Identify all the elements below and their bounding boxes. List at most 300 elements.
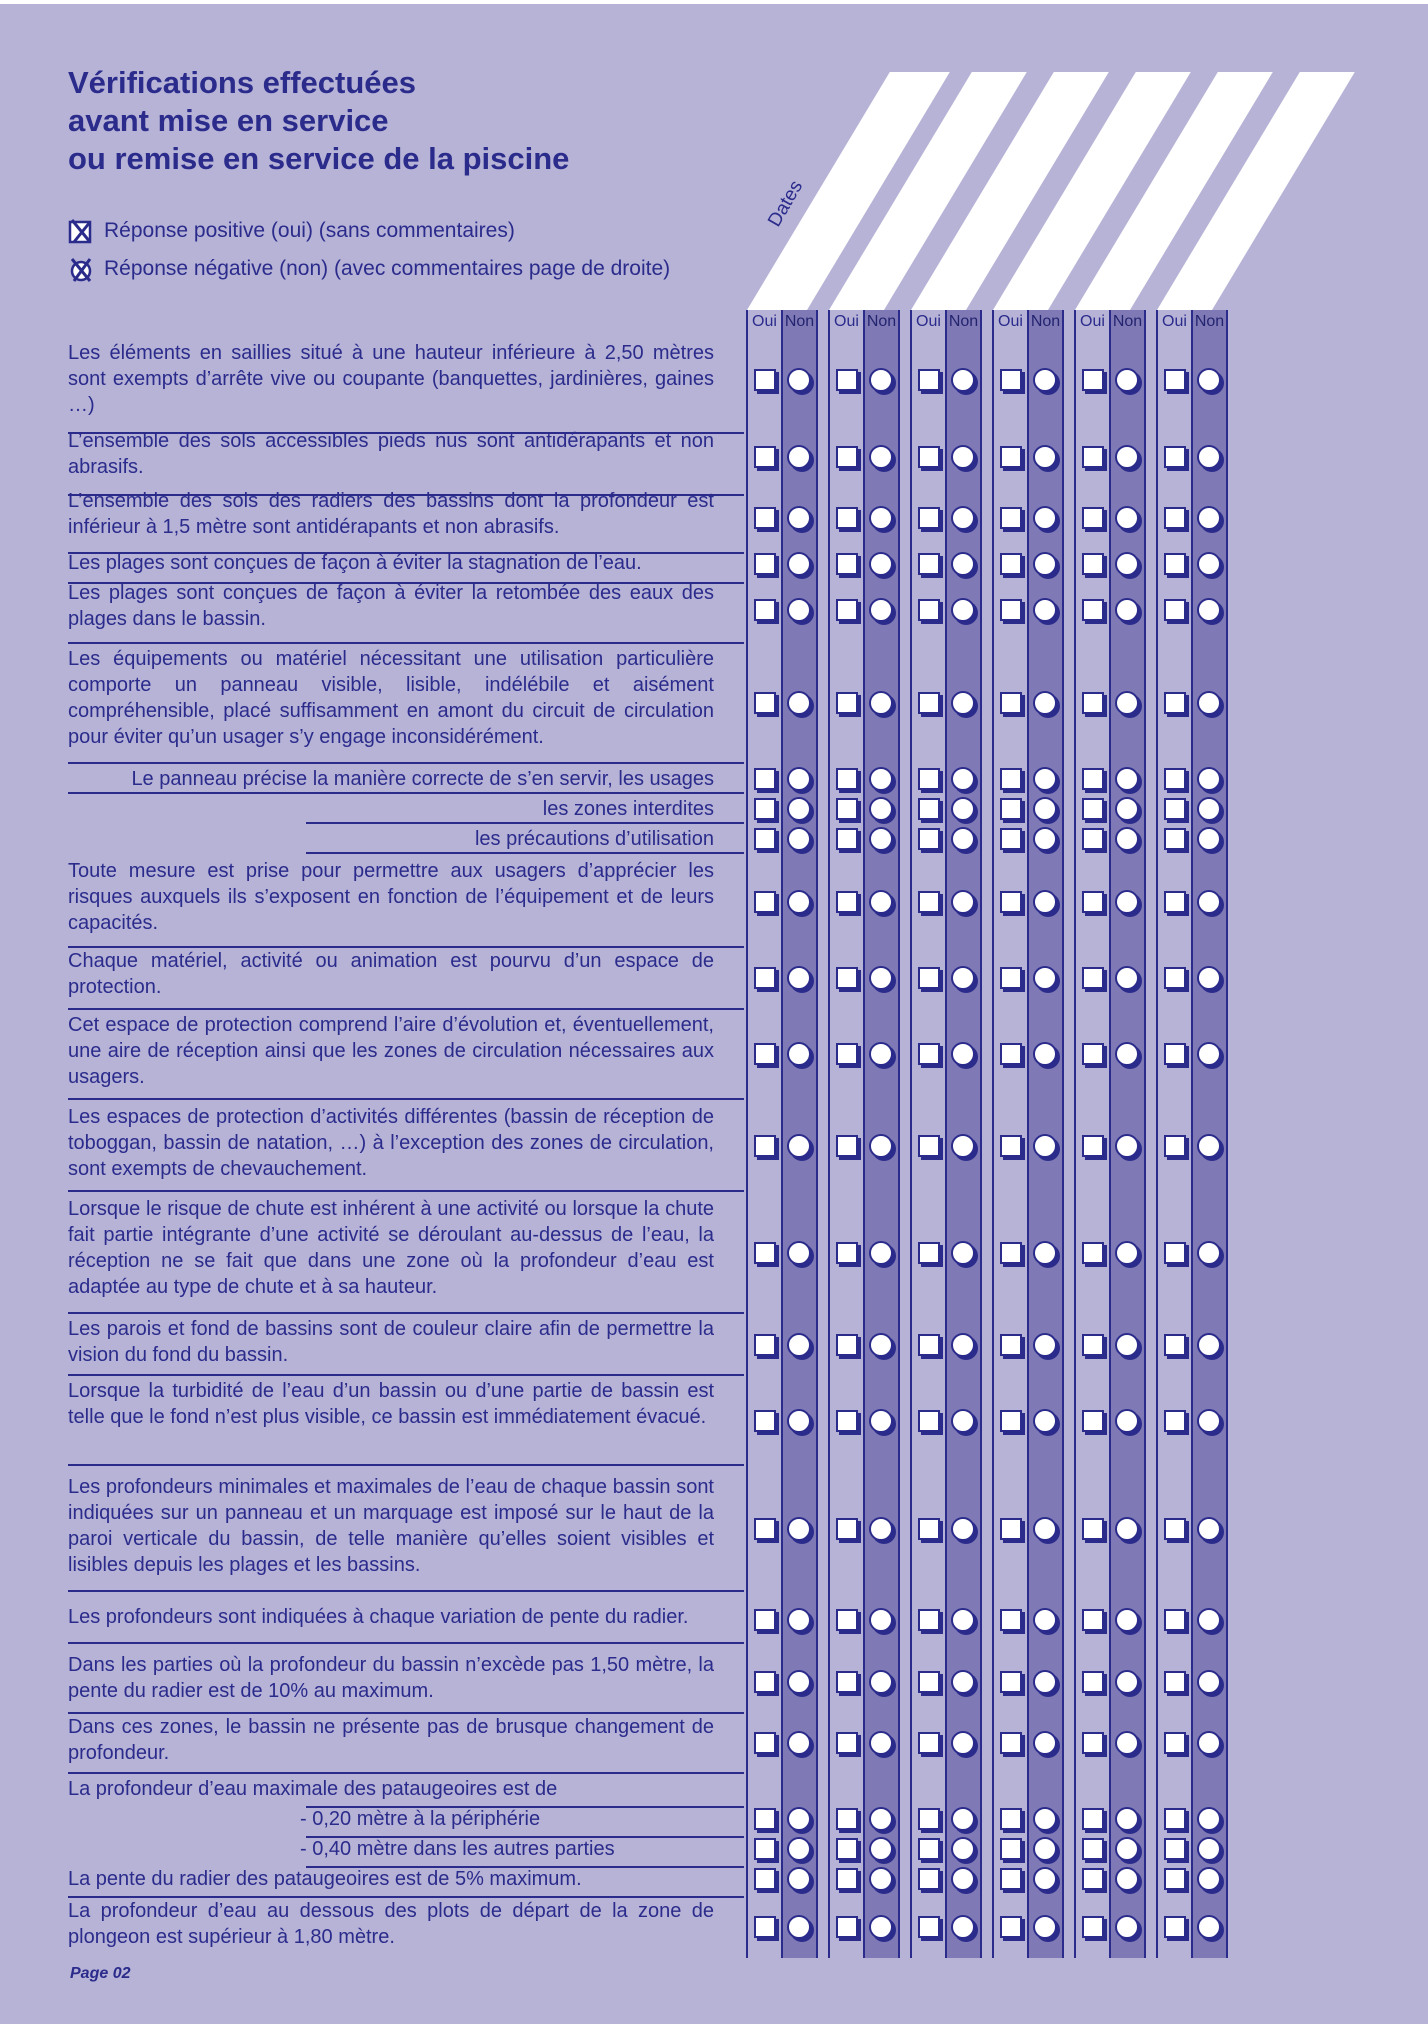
non-radio[interactable] [1115, 1867, 1139, 1891]
non-radio[interactable] [1115, 1807, 1139, 1831]
non-radio[interactable] [1033, 1915, 1057, 1939]
oui-checkbox[interactable] [1164, 599, 1186, 621]
oui-checkbox[interactable] [1000, 1410, 1022, 1432]
oui-checkbox[interactable] [836, 692, 858, 714]
oui-checkbox[interactable] [1164, 967, 1186, 989]
oui-checkbox[interactable] [918, 1838, 940, 1860]
non-radio[interactable] [1197, 445, 1221, 469]
oui-checkbox[interactable] [1164, 1868, 1186, 1890]
oui-checkbox[interactable] [1000, 1916, 1022, 1938]
oui-checkbox[interactable] [1000, 828, 1022, 850]
non-radio[interactable] [1197, 691, 1221, 715]
non-radio[interactable] [951, 1670, 975, 1694]
non-radio[interactable] [787, 797, 811, 821]
oui-checkbox[interactable] [1164, 1334, 1186, 1356]
column-rule [1027, 310, 1029, 1958]
non-radio[interactable] [1033, 1670, 1057, 1694]
oui-checkbox[interactable] [1082, 1242, 1104, 1264]
oui-checkbox[interactable] [754, 1808, 776, 1830]
non-radio[interactable] [1033, 1409, 1057, 1433]
question-text: La profondeur d’eau maximale des pataugeoires est de [68, 1778, 558, 1800]
non-radio[interactable] [1197, 1837, 1221, 1861]
non-radio[interactable] [1197, 1915, 1221, 1939]
non-radio[interactable] [1033, 691, 1057, 715]
oui-checkbox[interactable] [918, 828, 940, 850]
oui-checkbox[interactable] [918, 967, 940, 989]
oui-checkbox[interactable] [836, 553, 858, 575]
non-radio[interactable] [1115, 1042, 1139, 1066]
non-radio[interactable] [1197, 827, 1221, 851]
oui-checkbox[interactable] [754, 1868, 776, 1890]
oui-checkbox[interactable] [1082, 1732, 1104, 1754]
non-radio[interactable] [1115, 1731, 1139, 1755]
oui-checkbox[interactable] [1082, 798, 1104, 820]
oui-column-header: Oui [1162, 313, 1187, 330]
oui-checkbox[interactable] [1082, 967, 1104, 989]
oui-checkbox[interactable] [754, 828, 776, 850]
oui-checkbox[interactable] [1000, 798, 1022, 820]
oui-checkbox[interactable] [836, 1838, 858, 1860]
oui-checkbox[interactable] [754, 507, 776, 529]
non-radio[interactable] [951, 1867, 975, 1891]
oui-checkbox[interactable] [1164, 692, 1186, 714]
oui-checkbox[interactable] [836, 369, 858, 391]
oui-checkbox[interactable] [754, 1838, 776, 1860]
oui-checkbox[interactable] [1164, 1838, 1186, 1860]
non-radio[interactable] [1115, 691, 1139, 715]
oui-checkbox[interactable] [1082, 507, 1104, 529]
non-radio[interactable] [787, 1731, 811, 1755]
oui-checkbox[interactable] [918, 798, 940, 820]
oui-checkbox[interactable] [1082, 828, 1104, 850]
non-radio[interactable] [1115, 1134, 1139, 1158]
non-radio[interactable] [787, 890, 811, 914]
oui-checkbox[interactable] [754, 1518, 776, 1540]
oui-checkbox[interactable] [1164, 1609, 1186, 1631]
oui-checkbox[interactable] [836, 507, 858, 529]
oui-checkbox[interactable] [1000, 1518, 1022, 1540]
non-radio[interactable] [869, 797, 893, 821]
oui-checkbox[interactable] [1164, 1671, 1186, 1693]
oui-checkbox[interactable] [918, 1916, 940, 1938]
oui-checkbox[interactable] [1000, 1043, 1022, 1065]
non-radio[interactable] [951, 506, 975, 530]
oui-checkbox[interactable] [918, 1732, 940, 1754]
non-radio[interactable] [1115, 1915, 1139, 1939]
oui-checkbox[interactable] [836, 1518, 858, 1540]
non-radio[interactable] [1033, 827, 1057, 851]
non-radio[interactable] [787, 445, 811, 469]
non-radio[interactable] [1115, 1670, 1139, 1694]
question-text: La pente du radier des pataugeoires est de 5% maximum. [68, 1868, 582, 1890]
oui-checkbox[interactable] [1000, 891, 1022, 913]
non-radio[interactable] [1033, 767, 1057, 791]
non-radio[interactable] [787, 827, 811, 851]
non-radio[interactable] [1033, 1241, 1057, 1265]
non-radio[interactable] [787, 598, 811, 622]
non-radio[interactable] [869, 1517, 893, 1541]
oui-checkbox[interactable] [836, 768, 858, 790]
non-radio[interactable] [1033, 1134, 1057, 1158]
non-radio[interactable] [1033, 445, 1057, 469]
non-radio[interactable] [1197, 966, 1221, 990]
non-radio[interactable] [787, 1837, 811, 1861]
dates-header [0, 0, 1428, 320]
oui-checkbox[interactable] [1164, 1808, 1186, 1830]
non-radio[interactable] [787, 1409, 811, 1433]
non-radio[interactable] [787, 1915, 811, 1939]
oui-checkbox[interactable] [1000, 1609, 1022, 1631]
oui-checkbox[interactable] [1000, 369, 1022, 391]
non-radio[interactable] [1033, 1608, 1057, 1632]
non-radio[interactable] [1115, 1837, 1139, 1861]
non-radio[interactable] [869, 1134, 893, 1158]
non-radio[interactable] [1115, 1333, 1139, 1357]
oui-checkbox[interactable] [1164, 798, 1186, 820]
oui-checkbox[interactable] [836, 798, 858, 820]
non-radio[interactable] [951, 1333, 975, 1357]
non-radio[interactable] [869, 827, 893, 851]
non-radio[interactable] [1197, 890, 1221, 914]
oui-checkbox[interactable] [1000, 1671, 1022, 1693]
oui-checkbox[interactable] [836, 1609, 858, 1631]
oui-checkbox[interactable] [754, 1916, 776, 1938]
oui-checkbox[interactable] [1000, 768, 1022, 790]
oui-checkbox[interactable] [754, 1043, 776, 1065]
non-radio[interactable] [1115, 1241, 1139, 1265]
oui-checkbox[interactable] [836, 967, 858, 989]
non-radio[interactable] [951, 552, 975, 576]
oui-checkbox[interactable] [1082, 1135, 1104, 1157]
non-radio[interactable] [1115, 966, 1139, 990]
oui-checkbox[interactable] [754, 967, 776, 989]
oui-checkbox[interactable] [918, 1242, 940, 1264]
oui-checkbox[interactable] [1164, 1135, 1186, 1157]
title-line-2: avant mise en service [68, 103, 389, 138]
non-radio[interactable] [869, 1333, 893, 1357]
non-radio[interactable] [1197, 1042, 1221, 1066]
non-radio[interactable] [787, 552, 811, 576]
oui-checkbox[interactable] [918, 1609, 940, 1631]
non-radio[interactable] [951, 1915, 975, 1939]
oui-checkbox[interactable] [918, 692, 940, 714]
non-radio[interactable] [787, 1608, 811, 1632]
column-rule [1191, 310, 1193, 1958]
non-radio[interactable] [1115, 890, 1139, 914]
oui-checkbox[interactable] [754, 1410, 776, 1432]
oui-checkbox[interactable] [918, 1043, 940, 1065]
non-radio[interactable] [951, 1517, 975, 1541]
oui-checkbox[interactable] [1164, 369, 1186, 391]
oui-checkbox[interactable] [1000, 553, 1022, 575]
oui-checkbox[interactable] [754, 1135, 776, 1157]
oui-checkbox[interactable] [1082, 1838, 1104, 1860]
non-column-header: Non [782, 310, 817, 334]
oui-checkbox[interactable] [918, 1808, 940, 1830]
non-radio[interactable] [1197, 1241, 1221, 1265]
non-radio[interactable] [951, 966, 975, 990]
oui-checkbox[interactable] [1164, 1518, 1186, 1540]
oui-checkbox[interactable] [1000, 692, 1022, 714]
oui-checkbox[interactable] [836, 1242, 858, 1264]
non-radio[interactable] [951, 1042, 975, 1066]
oui-checkbox[interactable] [754, 692, 776, 714]
non-radio[interactable] [787, 691, 811, 715]
non-radio[interactable] [951, 1837, 975, 1861]
oui-checkbox[interactable] [1164, 768, 1186, 790]
non-radio[interactable] [1115, 1608, 1139, 1632]
non-radio[interactable] [1033, 598, 1057, 622]
oui-checkbox[interactable] [1000, 599, 1022, 621]
non-radio[interactable] [951, 1409, 975, 1433]
oui-checkbox[interactable] [754, 891, 776, 913]
non-radio[interactable] [869, 1867, 893, 1891]
non-radio[interactable] [1197, 1333, 1221, 1357]
non-radio[interactable] [1033, 966, 1057, 990]
oui-checkbox[interactable] [1082, 1334, 1104, 1356]
non-radio[interactable] [951, 691, 975, 715]
oui-checkbox[interactable] [1082, 692, 1104, 714]
non-radio[interactable] [951, 1134, 975, 1158]
oui-checkbox[interactable] [918, 369, 940, 391]
oui-checkbox[interactable] [1164, 446, 1186, 468]
non-radio[interactable] [869, 1837, 893, 1861]
non-radio[interactable] [1197, 1807, 1221, 1831]
non-radio[interactable] [869, 552, 893, 576]
non-radio[interactable] [1197, 1608, 1221, 1632]
non-radio[interactable] [1115, 552, 1139, 576]
oui-checkbox[interactable] [754, 553, 776, 575]
oui-checkbox[interactable] [1082, 599, 1104, 621]
non-radio[interactable] [951, 767, 975, 791]
non-radio[interactable] [1033, 1867, 1057, 1891]
oui-checkbox[interactable] [1082, 1671, 1104, 1693]
non-radio[interactable] [787, 1134, 811, 1158]
non-radio[interactable] [951, 1241, 975, 1265]
non-radio[interactable] [787, 1042, 811, 1066]
non-radio[interactable] [1197, 1731, 1221, 1755]
oui-checkbox[interactable] [1082, 1410, 1104, 1432]
oui-checkbox[interactable] [836, 1135, 858, 1157]
oui-checkbox[interactable] [1082, 891, 1104, 913]
non-radio[interactable] [1197, 767, 1221, 791]
non-radio[interactable] [869, 1409, 893, 1433]
non-radio[interactable] [869, 1042, 893, 1066]
non-radio[interactable] [787, 1867, 811, 1891]
oui-checkbox[interactable] [918, 599, 940, 621]
non-radio[interactable] [787, 767, 811, 791]
oui-checkbox[interactable] [1164, 1916, 1186, 1938]
non-radio[interactable] [1033, 1807, 1057, 1831]
non-radio[interactable] [1115, 368, 1139, 392]
non-radio[interactable] [1033, 797, 1057, 821]
oui-checkbox[interactable] [754, 768, 776, 790]
oui-checkbox[interactable] [918, 768, 940, 790]
non-radio[interactable] [1115, 445, 1139, 469]
oui-checkbox[interactable] [1082, 768, 1104, 790]
non-radio[interactable] [787, 506, 811, 530]
non-radio[interactable] [1197, 1134, 1221, 1158]
non-radio[interactable] [951, 797, 975, 821]
oui-checkbox[interactable] [836, 828, 858, 850]
oui-checkbox[interactable] [1164, 507, 1186, 529]
oui-checkbox[interactable] [1000, 1135, 1022, 1157]
non-radio[interactable] [787, 1670, 811, 1694]
oui-checkbox[interactable] [1164, 1410, 1186, 1432]
oui-checkbox[interactable] [918, 1135, 940, 1157]
oui-checkbox[interactable] [1082, 446, 1104, 468]
non-radio[interactable] [869, 1670, 893, 1694]
oui-checkbox[interactable] [1164, 1732, 1186, 1754]
non-radio[interactable] [1033, 890, 1057, 914]
non-radio[interactable] [1115, 767, 1139, 791]
question-text: Lorsque la turbidité de l’eau d’un bassin ou d’une partie de bassin est telle que le fond n’est plus visible, ce bassin est immédiatement évacué. [68, 1380, 714, 1428]
oui-checkbox[interactable] [836, 1868, 858, 1890]
non-radio[interactable] [1197, 797, 1221, 821]
non-radio[interactable] [951, 598, 975, 622]
non-radio[interactable] [869, 767, 893, 791]
oui-checkbox[interactable] [836, 1043, 858, 1065]
oui-checkbox[interactable] [1164, 553, 1186, 575]
oui-checkbox[interactable] [1000, 1732, 1022, 1754]
non-radio[interactable] [869, 966, 893, 990]
oui-checkbox[interactable] [1000, 1242, 1022, 1264]
oui-checkbox[interactable] [1082, 553, 1104, 575]
non-radio[interactable] [951, 890, 975, 914]
oui-checkbox[interactable] [918, 446, 940, 468]
non-radio[interactable] [951, 1731, 975, 1755]
oui-checkbox[interactable] [1164, 1242, 1186, 1264]
oui-checkbox[interactable] [918, 1671, 940, 1693]
oui-checkbox[interactable] [1000, 967, 1022, 989]
oui-checkbox[interactable] [1082, 1916, 1104, 1938]
non-radio[interactable] [1197, 368, 1221, 392]
question-text: Dans ces zones, le bassin ne présente pas de brusque changement de profondeur. [68, 1716, 714, 1764]
oui-checkbox[interactable] [1082, 369, 1104, 391]
non-radio[interactable] [951, 1807, 975, 1831]
oui-checkbox[interactable] [754, 446, 776, 468]
non-radio[interactable] [1115, 1517, 1139, 1541]
non-radio[interactable] [869, 1241, 893, 1265]
oui-checkbox[interactable] [836, 1808, 858, 1830]
non-radio[interactable] [1115, 797, 1139, 821]
oui-checkbox[interactable] [754, 1334, 776, 1356]
non-radio[interactable] [787, 966, 811, 990]
non-radio[interactable] [787, 1333, 811, 1357]
non-radio[interactable] [787, 1517, 811, 1541]
non-radio[interactable] [1197, 506, 1221, 530]
non-radio[interactable] [1197, 1409, 1221, 1433]
non-radio[interactable] [869, 368, 893, 392]
non-radio[interactable] [1197, 552, 1221, 576]
oui-checkbox[interactable] [754, 1242, 776, 1264]
oui-checkbox[interactable] [918, 1334, 940, 1356]
non-radio[interactable] [1033, 1837, 1057, 1861]
column-rule [816, 310, 818, 1958]
oui-checkbox[interactable] [1082, 1808, 1104, 1830]
non-radio[interactable] [1033, 552, 1057, 576]
non-radio[interactable] [1033, 1731, 1057, 1755]
non-radio[interactable] [787, 1807, 811, 1831]
non-radio[interactable] [1197, 598, 1221, 622]
oui-checkbox[interactable] [836, 1410, 858, 1432]
non-radio[interactable] [869, 890, 893, 914]
non-radio[interactable] [1033, 1333, 1057, 1357]
oui-checkbox[interactable] [1164, 828, 1186, 850]
non-radio[interactable] [869, 1807, 893, 1831]
oui-checkbox[interactable] [836, 599, 858, 621]
non-radio[interactable] [951, 1608, 975, 1632]
oui-checkbox[interactable] [918, 891, 940, 913]
non-radio[interactable] [869, 1915, 893, 1939]
oui-checkbox[interactable] [754, 599, 776, 621]
oui-checkbox[interactable] [1000, 1868, 1022, 1890]
non-radio[interactable] [1033, 1517, 1057, 1541]
oui-checkbox[interactable] [1082, 1043, 1104, 1065]
oui-checkbox[interactable] [754, 369, 776, 391]
oui-checkbox[interactable] [1000, 507, 1022, 529]
oui-checkbox[interactable] [836, 1671, 858, 1693]
oui-checkbox[interactable] [1164, 891, 1186, 913]
non-radio[interactable] [869, 445, 893, 469]
non-radio[interactable] [869, 1608, 893, 1632]
non-radio[interactable] [869, 1731, 893, 1755]
non-radio[interactable] [869, 506, 893, 530]
oui-checkbox[interactable] [918, 507, 940, 529]
non-radio[interactable] [1033, 368, 1057, 392]
non-radio[interactable] [1033, 1042, 1057, 1066]
oui-checkbox[interactable] [1000, 1334, 1022, 1356]
oui-checkbox[interactable] [1000, 1808, 1022, 1830]
oui-checkbox[interactable] [1082, 1609, 1104, 1631]
oui-checkbox[interactable] [836, 891, 858, 913]
oui-checkbox[interactable] [754, 798, 776, 820]
oui-checkbox[interactable] [754, 1732, 776, 1754]
oui-checkbox[interactable] [918, 1410, 940, 1432]
non-radio[interactable] [869, 598, 893, 622]
non-radio[interactable] [1115, 506, 1139, 530]
non-radio[interactable] [1115, 598, 1139, 622]
oui-checkbox[interactable] [836, 1732, 858, 1754]
non-radio[interactable] [951, 827, 975, 851]
oui-checkbox[interactable] [918, 1868, 940, 1890]
non-radio[interactable] [787, 1241, 811, 1265]
oui-checkbox[interactable] [836, 1916, 858, 1938]
oui-checkbox[interactable] [1164, 1043, 1186, 1065]
oui-checkbox[interactable] [754, 1671, 776, 1693]
oui-checkbox[interactable] [1082, 1868, 1104, 1890]
oui-checkbox[interactable] [836, 446, 858, 468]
oui-checkbox[interactable] [1082, 1518, 1104, 1540]
non-radio[interactable] [1115, 827, 1139, 851]
non-radio[interactable] [1197, 1517, 1221, 1541]
non-radio[interactable] [787, 368, 811, 392]
oui-checkbox[interactable] [1000, 446, 1022, 468]
non-radio[interactable] [1115, 1409, 1139, 1433]
oui-checkbox[interactable] [918, 553, 940, 575]
non-radio[interactable] [951, 445, 975, 469]
non-radio[interactable] [1197, 1670, 1221, 1694]
non-radio[interactable] [869, 691, 893, 715]
oui-checkbox[interactable] [836, 1334, 858, 1356]
non-column-header: Non [864, 310, 899, 334]
oui-checkbox[interactable] [1000, 1838, 1022, 1860]
oui-checkbox[interactable] [754, 1609, 776, 1631]
non-radio[interactable] [1033, 506, 1057, 530]
non-radio[interactable] [951, 368, 975, 392]
oui-checkbox[interactable] [918, 1518, 940, 1540]
non-radio[interactable] [1197, 1867, 1221, 1891]
